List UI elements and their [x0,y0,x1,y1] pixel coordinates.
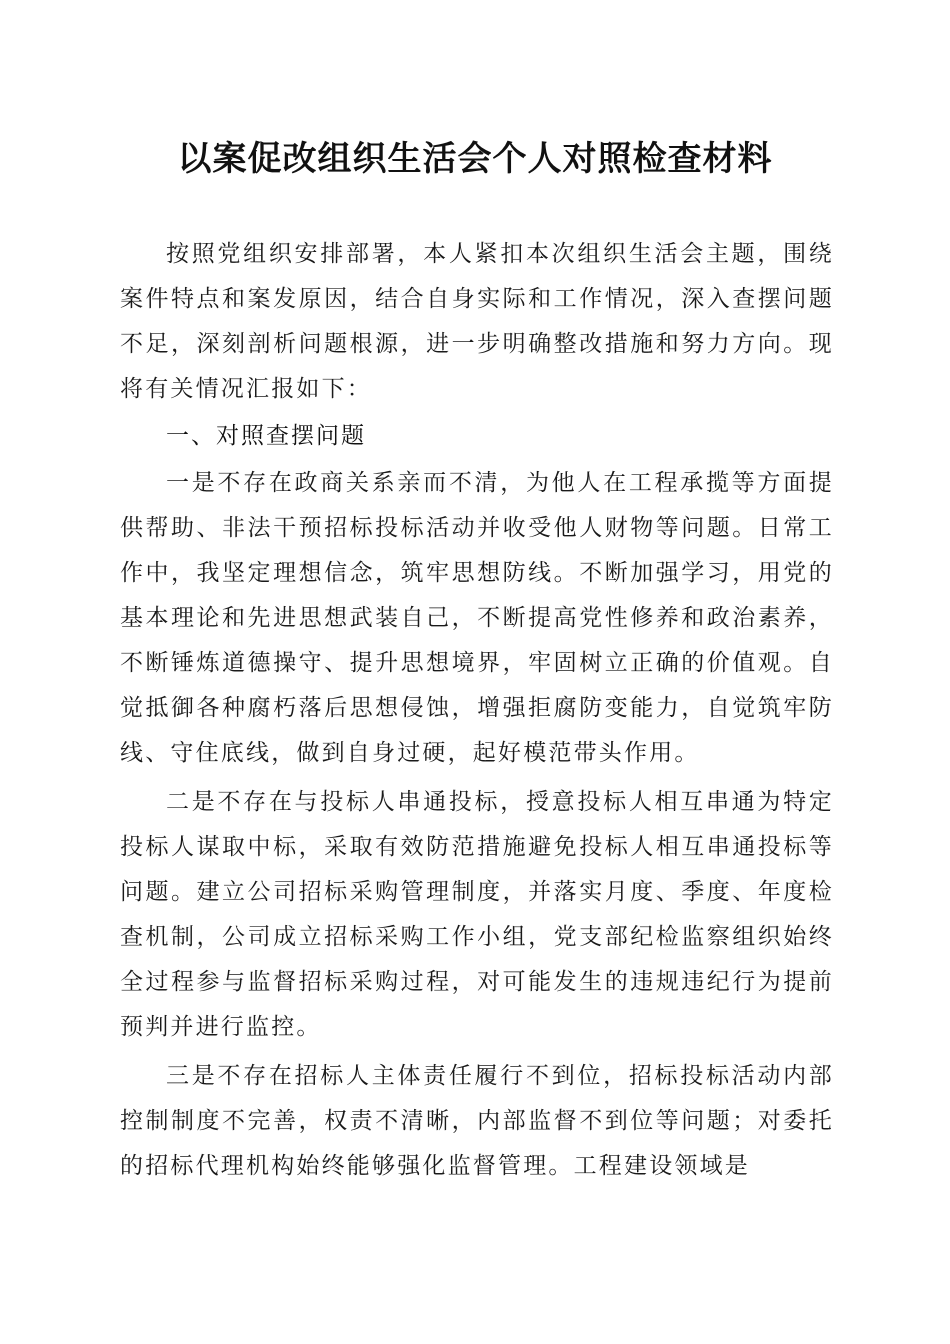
paragraph-item-1: 一是不存在政商关系亲而不清，为他人在工程承揽等方面提供帮助、非法干预招标投标活动并收受他人财物等问题。日常工作中，我坚定理想信念，筑牢思想防线。不断加强学习，用党的基本理论和先进思想武装自己，不断提高党性修养和政治素养，不断锤炼道德操守、提升思想境界，牢固树立正确的价值观。自觉抵御各种腐朽落后思想侵蚀，增强拒腐防变能力，自觉筑牢防线、守住底线，做到自身过硬，起好模范带头作用。 [120,470,834,766]
document-title: 以案促改组织生活会个人对照检查材料 [177,139,773,179]
document-body [120,232,834,1189]
section-heading: 一、对照查摆问题 [166,423,366,449]
paragraph-item-3: 三是不存在招标人主体责任履行不到位，招标投标活动内部控制制度不完善，权责不清晰，内部监督不到位等问题；对委托的招标代理机构始终能够强化监督管理。工程建设领域是 [120,1063,834,1179]
intro-paragraph: 按照党组织安排部署，本人紧扣本次组织生活会主题，围绕案件特点和案发原因，结合自身实际和工作情况，深入查摆问题不足，深刻剖析问题根源，进一步明确整改措施和努力方向。现将有关情况汇报如下： [120,241,834,402]
paragraph-item-2: 二是不存在与投标人串通投标，授意投标人相互串通为特定投标人谋取中标，采取有效防范措施避免投标人相互串通投标等问题。建立公司招标采购管理制度，并落实月度、季度、年度检查机制，公司成立招标采购工作小组，党支部纪检监察组织始终全过程参与监督招标采购过程，对可能发生的违规违纪行为提前预判并进行监控。 [120,789,834,1040]
